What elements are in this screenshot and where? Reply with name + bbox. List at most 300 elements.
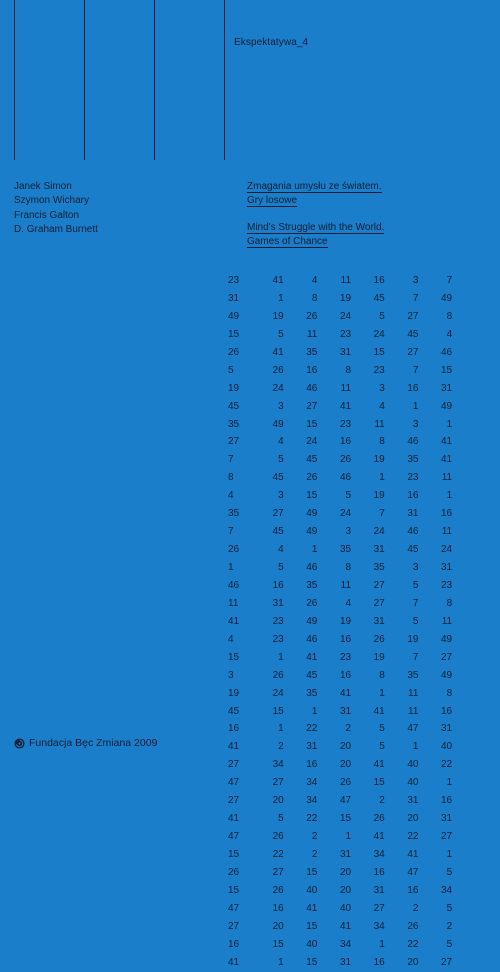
grid-cell: 20 [339,759,352,771]
grid-cell: 7 [412,651,419,663]
grid-cell: 23 [228,275,240,286]
grid-cell: 26 [339,454,352,466]
grid-cell: 20 [339,884,352,896]
grid-row [228,487,464,505]
grid-cell: 22 [407,831,419,843]
grid-cell: 3 [345,526,352,538]
grid-cell: 31 [339,956,352,968]
grid-cell: 7 [412,292,419,304]
grid-cell: 2 [345,723,352,735]
grid-cell: 16 [339,669,352,681]
grid-row [228,792,464,810]
grid-cell: 4 [228,633,234,645]
grid-row [228,918,464,936]
grid-cell: 46 [306,562,318,573]
grid-cell: 1 [228,562,234,573]
grid-cell: 20 [407,813,419,825]
grid-cell: 16 [228,938,240,950]
grid-cell: 47 [228,777,240,789]
grid-cell: 4 [278,544,284,556]
grid-cell: 19 [373,490,385,502]
author: Janek Simon [14,181,72,192]
grid-cell: 47 [339,795,352,807]
grid-cell: 27 [373,597,385,609]
grid-cell: 41 [441,454,453,466]
grid-cell: 15 [306,956,318,968]
grid-cell: 34 [373,920,385,932]
grid-cell: 15 [228,849,240,860]
grid-cell: 20 [272,795,284,807]
grid-cell: 31 [373,615,385,627]
grid-cell: 7 [228,454,234,466]
grid-cell: 11 [441,526,453,538]
grid-cell: 24 [339,508,352,520]
grid-cell: 40 [407,759,419,771]
title-en-line-1: Mind's Struggle with the World. [247,221,385,233]
grid-cell: 41 [228,741,240,753]
grid-cell: 5 [278,562,284,573]
grid-cell: 3 [412,418,419,430]
grid-row [228,559,464,577]
grid-row [228,380,464,398]
grid-cell: 40 [306,938,318,950]
grid-cell: 11 [340,382,352,394]
grid-row [228,523,464,541]
grid-cell: 31 [228,292,240,304]
grid-cell: 4 [311,275,318,286]
grid-cell: 5 [446,938,453,950]
grid-cell: 47 [228,902,240,914]
grid-row [228,810,464,828]
vertical-rule-4 [224,0,225,160]
grid-cell: 20 [272,920,284,932]
grid-cell: 31 [441,382,453,394]
grid-cell: 47 [407,723,419,735]
grid-cell: 8 [345,562,352,573]
grid-cell: 26 [272,364,284,376]
grid-cell: 1 [379,472,385,484]
grid-cell: 45 [228,400,240,412]
title-en-line-2: Games of Chance [247,235,328,247]
grid-cell: 1 [412,400,419,412]
grid-cell: 15 [306,866,318,878]
grid-cell: 5 [412,615,419,627]
grid-cell: 27 [407,310,419,322]
grid-cell: 16 [441,508,453,520]
grid-row [228,954,464,972]
grid-cell: 16 [373,275,385,286]
grid-cell: 15 [306,418,318,430]
grid-cell: 41 [339,920,352,932]
grid-cell: 46 [339,472,352,484]
grid-cell: 46 [407,436,419,448]
grid-row [228,362,464,380]
grid-cell: 15 [306,920,318,932]
grid-cell: 2 [446,920,453,932]
grid-cell: 5 [412,579,419,591]
grid-cell: 40 [306,884,318,896]
series-title: Ekspektatywa_4 [234,37,309,48]
grid-cell: 41 [373,759,385,771]
grid-cell: 4 [228,490,234,502]
grid-cell: 19 [272,310,284,322]
grid-cell: 24 [306,436,318,448]
grid-cell: 26 [228,544,240,556]
grid-cell: 5 [345,490,352,502]
grid-cell: 5 [379,723,385,735]
grid-cell: 7 [412,597,419,609]
grid-cell: 5 [278,454,284,466]
grid-cell: 23 [373,364,385,376]
grid-cell: 31 [373,544,385,556]
grid-cell: 7 [228,526,234,538]
grid-cell: 16 [373,866,385,878]
grid-cell: 5 [278,328,284,340]
grid-row [228,738,464,756]
grid-cell: 1 [379,938,385,950]
grid-cell: 35 [339,544,352,556]
grid-cell: 31 [306,741,318,753]
grid-cell: 27 [228,436,240,448]
grid-cell: 24 [339,310,352,322]
grid-row [228,774,464,792]
grid-cell: 27 [373,579,385,591]
grid-cell: 1 [345,831,352,843]
grid-row [228,505,464,523]
grid-cell: 46 [228,579,240,591]
grid-cell: 26 [373,813,385,825]
grid-cell: 24 [441,544,453,556]
grid-cell: 1 [412,741,419,753]
grid-row [228,900,464,918]
author: Francis Galton [14,209,80,221]
grid-row [228,828,464,846]
grid-cell: 5 [278,813,284,825]
grid-cell: 27 [441,831,453,843]
grid-cell: 27 [228,795,240,807]
grid-cell: 40 [339,902,352,914]
grid-cell: 41 [306,902,318,914]
grid-cell: 22 [306,813,318,825]
grid-cell: 20 [407,956,419,968]
grid-cell: 15 [339,813,352,825]
grid-row [228,451,464,469]
grid-cell: 15 [272,705,284,717]
grid-row [228,541,464,559]
grid-cell: 49 [441,400,453,412]
grid-cell: 11 [441,615,453,627]
grid-cell: 46 [306,633,318,645]
grid-cell: 11 [408,687,419,699]
grid-cell: 31 [441,723,453,735]
grid-cell: 5 [446,902,453,914]
grid-cell: 26 [228,866,240,878]
grid-cell: 45 [272,472,284,484]
grid-cell: 16 [441,705,453,717]
grid-cell: 26 [373,633,385,645]
grid-cell: 45 [228,705,240,717]
grid-cell: 4 [446,328,453,340]
grid-cell: 8 [345,364,352,376]
grid-row [228,703,464,721]
grid-cell: 45 [306,669,318,681]
grid-cell: 16 [272,902,284,914]
grid-cell: 8 [379,436,385,448]
grid-cell: 16 [373,956,385,968]
publisher-footer [14,737,157,749]
grid-cell: 19 [373,454,385,466]
grid-cell: 31 [272,597,284,609]
vertical-rule-3 [154,0,155,160]
grid-cell: 2 [278,741,284,753]
grid-cell: 49 [306,508,318,520]
grid-cell: 31 [339,346,352,358]
grid-cell: 49 [441,633,453,645]
grid-row [228,577,464,595]
grid-cell: 35 [228,508,240,520]
grid-cell: 31 [339,849,352,860]
grid-cell: 8 [446,310,453,322]
grid-cell: 27 [272,777,284,789]
grid-cell: 27 [228,759,240,771]
grid-cell: 11 [374,418,385,430]
grid-cell: 40 [441,741,453,753]
grid-row [228,272,464,290]
grid-cell: 19 [339,292,352,304]
grid-row [228,649,464,667]
grid-cell: 34 [339,938,352,950]
grid-cell: 7 [379,508,385,520]
grid-row [228,846,464,864]
grid-cell: 41 [373,831,385,843]
grid-cell: 5 [446,866,453,878]
grid-cell: 41 [228,615,240,627]
grid-cell: 31 [407,795,419,807]
book-titles [247,180,384,249]
grid-cell: 27 [306,400,318,412]
grid-cell: 41 [441,436,453,448]
grid-cell: 16 [306,364,318,376]
grid-cell: 16 [339,633,352,645]
grid-cell: 46 [441,346,453,358]
grid-cell: 5 [379,310,385,322]
grid-cell: 1 [446,490,453,502]
grid-cell: 7 [412,364,419,376]
grid-cell: 15 [373,777,385,789]
grid-cell: 41 [306,651,318,663]
grid-cell: 8 [379,669,385,681]
grid-cell: 45 [407,328,419,340]
grid-row [228,667,464,685]
grid-cell: 15 [441,364,453,376]
grid-cell: 8 [446,687,453,699]
grid-cell: 49 [441,292,453,304]
grid-cell: 16 [407,884,419,896]
grid-cell: 24 [373,328,385,340]
grid-cell: 35 [407,454,419,466]
grid-cell: 24 [272,687,284,699]
grid-cell: 23 [272,633,284,645]
grid-cell: 35 [306,346,318,358]
grid-cell: 49 [441,669,453,681]
grid-cell: 35 [407,669,419,681]
grid-row [228,936,464,954]
grid-cell: 20 [339,866,352,878]
grid-cell: 11 [228,597,239,609]
grid-row [228,864,464,882]
grid-cell: 49 [272,418,284,430]
grid-cell: 5 [379,741,385,753]
grid-cell: 22 [441,759,453,771]
grid-cell: 26 [306,310,318,322]
grid-cell: 11 [340,275,352,286]
grid-cell: 15 [306,490,318,502]
vertical-rule-2 [84,0,85,160]
grid-cell: 35 [306,687,318,699]
grid-cell: 16 [272,579,284,591]
grid-cell: 27 [272,508,284,520]
grid-cell: 22 [306,723,318,735]
grid-cell: 1 [278,956,284,968]
grid-cell: 16 [441,795,453,807]
grid-cell: 49 [228,310,240,322]
title-pl-line-1: Zmagania umysłu ze światem. [247,181,382,192]
grid-cell: 49 [306,615,318,627]
grid-cell: 26 [228,346,240,358]
grid-cell: 31 [339,705,352,717]
grid-cell: 23 [339,328,352,340]
publisher-name: Fundacja Bęc Zmiana 2009 [29,737,158,749]
grid-cell: 8 [311,292,318,304]
grid-cell: 8 [446,597,453,609]
grid-cell: 16 [407,382,419,394]
grid-cell: 45 [306,454,318,466]
grid-cell: 23 [339,418,352,430]
grid-cell: 40 [407,777,419,789]
grid-cell: 11 [441,472,453,484]
grid-cell: 41 [228,813,240,825]
grid-cell: 31 [441,813,453,825]
grid-cell: 27 [441,651,453,663]
grid-cell: 22 [272,849,284,860]
grid-row [228,433,464,451]
grid-row [228,595,464,613]
vertical-rule-1 [14,0,15,160]
grid-cell: 15 [373,346,385,358]
grid-cell: 46 [407,526,419,538]
grid-cell: 19 [228,687,240,699]
grid-cell: 15 [272,938,284,950]
grid-cell: 23 [407,472,419,484]
grid-cell: 27 [272,866,284,878]
grid-cell: 19 [339,615,352,627]
grid-cell: 4 [379,400,385,412]
grid-cell: 26 [306,597,318,609]
grid-cell: 1 [446,849,453,860]
grid-cell: 7 [446,275,453,286]
grid-row [228,720,464,738]
grid-cell: 2 [311,849,318,860]
grid-cell: 41 [339,687,352,699]
grid-cell: 23 [272,615,284,627]
grid-cell: 26 [272,831,284,843]
grid-cell: 2 [379,795,385,807]
grid-cell: 16 [407,490,419,502]
author-list [14,180,98,237]
grid-row [228,685,464,703]
grid-cell: 31 [373,884,385,896]
grid-cell: 5 [228,364,234,376]
grid-cell: 49 [306,526,318,538]
grid-row [228,290,464,308]
grid-cell: 15 [228,651,240,663]
grid-cell: 34 [306,777,318,789]
grid-cell: 26 [306,472,318,484]
grid-row [228,631,464,649]
grid-cell: 27 [373,902,385,914]
grid-cell: 31 [441,562,453,573]
grid-cell: 20 [339,741,352,753]
grid-cell: 27 [407,346,419,358]
grid-cell: 41 [228,956,240,968]
grid-cell: 3 [278,400,284,412]
grid-cell: 1 [446,418,453,430]
grid-cell: 26 [407,920,419,932]
grid-cell: 1 [311,544,318,556]
grid-row [228,398,464,416]
grid-row [228,613,464,631]
grid-cell: 26 [339,777,352,789]
grid-row [228,344,464,362]
grid-cell: 2 [412,902,419,914]
grid-cell: 1 [278,723,284,735]
grid-cell: 16 [339,436,352,448]
grid-cell: 27 [228,920,240,932]
grid-row [228,416,464,434]
grid-cell: 41 [373,705,385,717]
grid-cell: 1 [379,687,385,699]
grid-cell: 11 [306,328,318,340]
grid-cell: 47 [407,866,419,878]
grid-cell: 26 [272,669,284,681]
grid-cell: 41 [339,400,352,412]
grid-cell: 3 [412,562,419,573]
grid-cell: 23 [339,651,352,663]
title-pl-line-2: Gry losowe [247,195,298,207]
grid-cell: 19 [228,382,240,394]
grid-cell: 45 [272,526,284,538]
grid-cell: 2 [311,831,318,843]
grid-cell: 35 [373,562,385,573]
grid-cell: 3 [278,490,284,502]
grid-cell: 23 [441,579,453,591]
grid-cell: 8 [228,472,234,484]
grid-cell: 41 [272,346,284,358]
grid-cell: 34 [306,795,318,807]
grid-cell: 24 [373,526,385,538]
grid-cell: 19 [407,633,419,645]
grid-row [228,308,464,326]
grid-cell: 35 [228,418,240,430]
grid-cell: 1 [278,651,284,663]
grid-cell: 45 [373,292,385,304]
spiral-logo-icon [14,738,25,749]
grid-cell: 47 [228,831,240,843]
grid-cell: 3 [228,669,234,681]
grid-cell: 1 [278,292,284,304]
grid-row [228,882,464,900]
grid-cell: 31 [407,508,419,520]
